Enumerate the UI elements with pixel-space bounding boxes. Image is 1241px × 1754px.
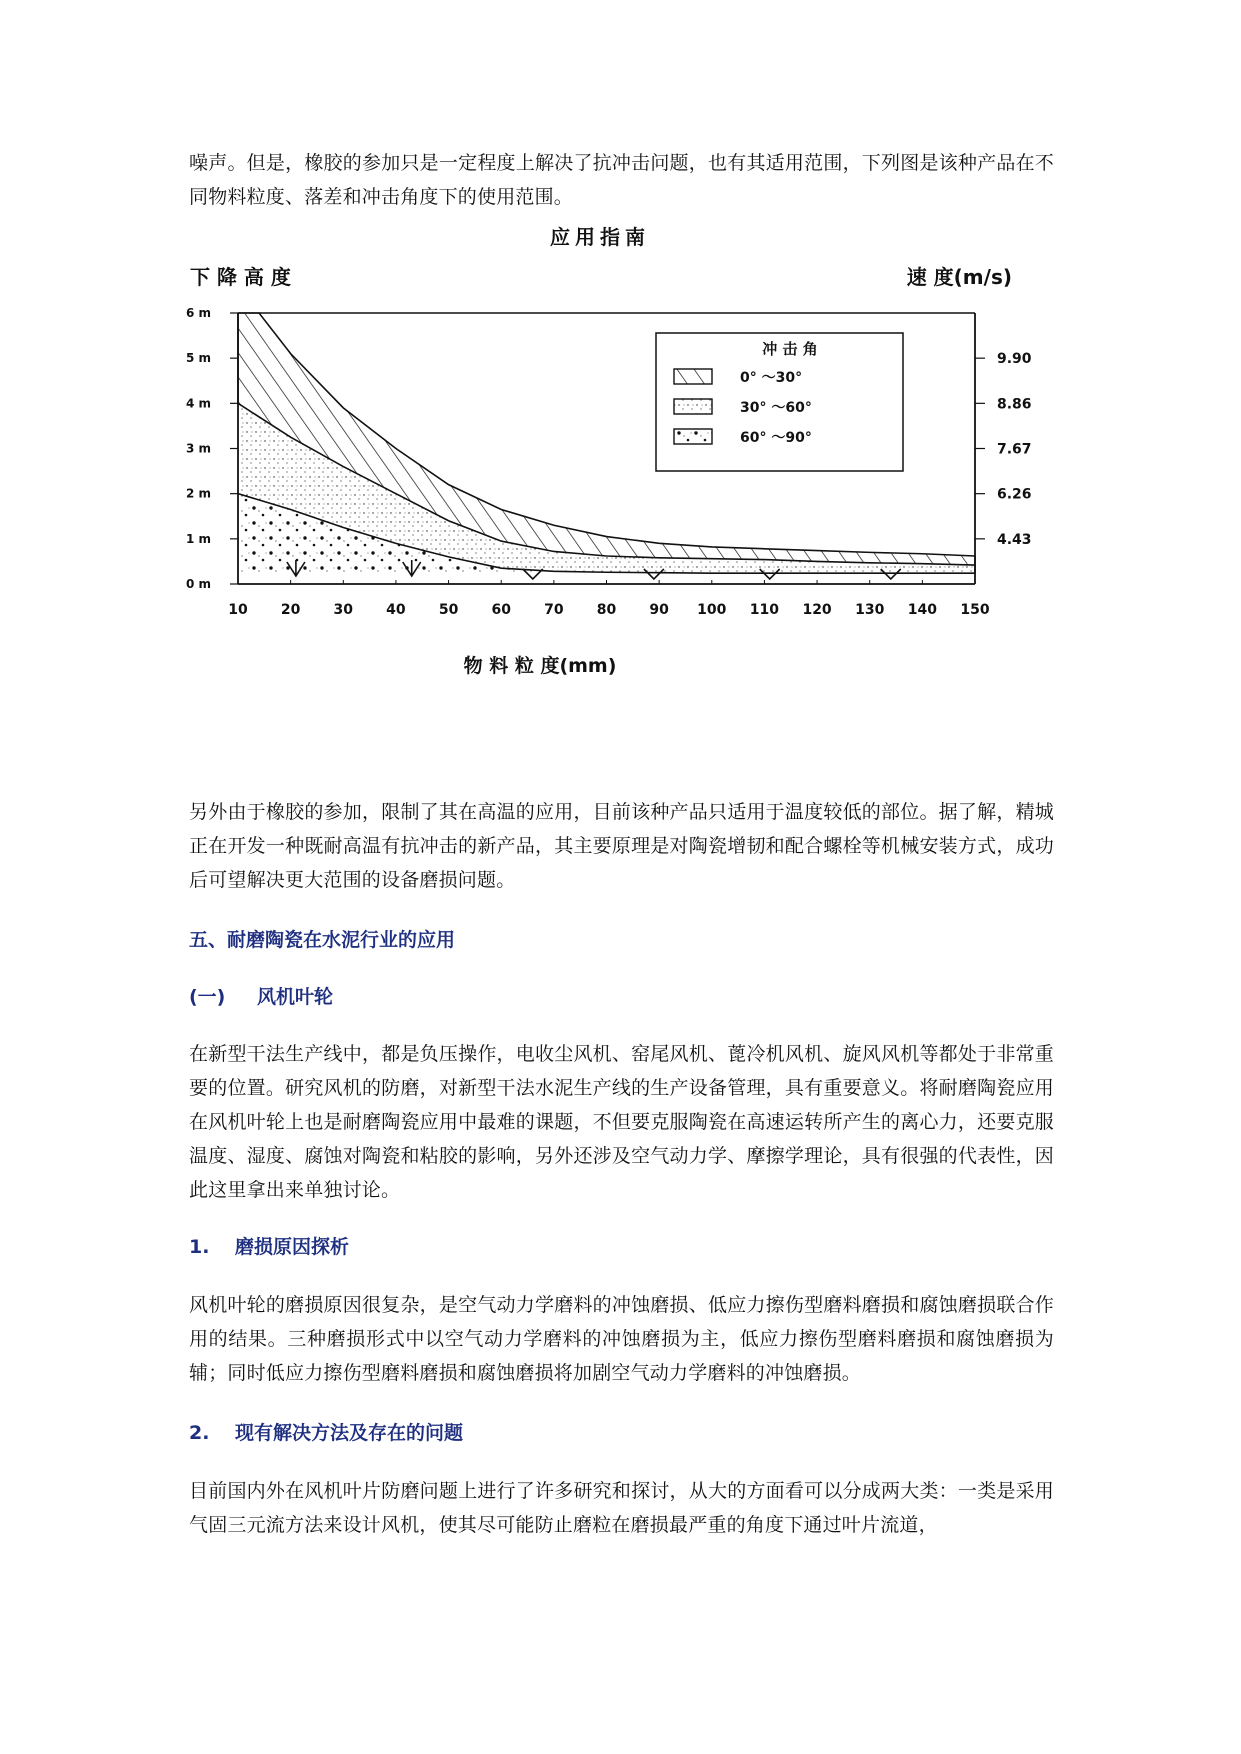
- paragraph-fan-impeller: 在新型干法生产线中，都是负压操作，电收尘风机、窑尾风机、蓖冷机风机、旋风风机等都处于非常重要的位置。研究风机的防磨，对新型干法水泥生产线的生产设备管理，具有重要意义。将耐磨陶瓷应用在风机叶轮上也是耐磨陶瓷应用中最难的课题，不但要克服陶瓷在高速运转所产生的离心力，还要克服温度、湿度、腐蚀对陶瓷和粘胶的影响，另外还涉及空气动力学、摩擦学理论，具有很强的代表性，因此这里拿出来单独讨论。: [189, 1043, 1054, 1201]
- x-tick-label-50: 50: [438, 602, 459, 618]
- paragraph-current-methods: 目前国内外在风机叶片防磨问题上进行了许多研究和探讨，从大的方面看可以分成两大类：一类是采用气固三元流方法来设计风机，使其尽可能防止磨粒在磨损最严重的角度下通过叶片流道，: [189, 1480, 1054, 1536]
- section-heading: [189, 925, 455, 952]
- right-tick-label-4: 9.90: [997, 351, 1032, 368]
- paragraph-wear-causes: 风机叶轮的磨损原因很复杂，是空气动力学磨料的冲蚀磨损、低应力擦伤型磨料磨损和腐蚀磨损联合作用的结果。三种磨损形式中以空气动力学磨料的冲蚀磨损为主，低应力擦伤型磨料磨损和腐蚀磨损为辅；同时低应力擦伤型磨料磨损和腐蚀磨损将加剧空气动力学磨料的冲蚀磨损。: [189, 1294, 1054, 1384]
- legend-swatch-1: [674, 399, 712, 414]
- x-tick-label-60: 60: [491, 602, 511, 618]
- legend-swatch-0: [674, 369, 712, 384]
- right-tick-labels: [975, 351, 1032, 548]
- left-tick-label-4: 4 m: [186, 396, 212, 411]
- legend-swatch-2: [674, 429, 712, 444]
- legend-label-0: 0° ～30°: [740, 370, 803, 386]
- x-tick-label-70: 70: [544, 602, 564, 618]
- right-tick-label-1: 6.26: [997, 486, 1032, 503]
- x-tick-label-110: 110: [749, 602, 780, 618]
- x-tick-labels: [228, 580, 990, 618]
- x-tick-label-20: 20: [280, 602, 301, 618]
- left-tick-labels: [186, 306, 238, 591]
- x-tick-label-100: 100: [697, 602, 727, 618]
- item-heading-2: [189, 1418, 463, 1445]
- item-title-2: 现有解决方法及存在的问题: [235, 1422, 464, 1444]
- x-tick-label-150: 150: [960, 602, 990, 618]
- x-tick-label-90: 90: [649, 602, 669, 618]
- right-tick-label-3: 8.86: [997, 396, 1032, 413]
- x-tick-label-10: 10: [228, 602, 248, 618]
- right-axis-label: 速 度(m/s): [906, 265, 1012, 289]
- subsection-number: (一): [189, 986, 226, 1008]
- legend-items: [674, 369, 812, 446]
- left-tick-label-6: 6 m: [186, 306, 212, 320]
- x-tick-label-30: 30: [333, 602, 354, 618]
- section-heading-text: 五、耐磨陶瓷在水泥行业的应用: [189, 929, 456, 951]
- x-axis-label: 物 料 粒 度(mm): [463, 655, 617, 677]
- legend-title: 冲 击 角: [762, 340, 818, 358]
- left-tick-label-0: 0 m: [186, 577, 212, 591]
- left-axis-label: 下 降 高 度: [190, 265, 291, 289]
- item-number-2: 2.: [189, 1422, 210, 1444]
- x-tick-label-80: 80: [596, 602, 617, 618]
- application-guide-chart: [186, 225, 1032, 690]
- x-tick-label-130: 130: [855, 602, 885, 618]
- legend-label-2: 60° ～90°: [740, 430, 812, 446]
- item-heading-1: [189, 1232, 349, 1259]
- left-tick-label-5: 5 m: [186, 351, 212, 366]
- left-tick-label-3: 3 m: [186, 441, 212, 456]
- x-tick-label-40: 40: [386, 602, 406, 618]
- left-tick-label-2: 2 m: [186, 486, 212, 501]
- x-tick-label-120: 120: [802, 602, 832, 618]
- legend-label-1: 30° ～60°: [740, 400, 812, 416]
- right-tick-label-2: 7.67: [997, 441, 1032, 458]
- item-number-1: 1.: [189, 1236, 210, 1258]
- right-tick-label-0: 4.43: [997, 531, 1032, 548]
- x-tick-label-140: 140: [907, 602, 937, 618]
- paragraph-intro: 噪声。但是，橡胶的参加只是一定程度上解决了抗冲击问题，也有其适用范围，下列图是该种产品在不同物料粒度、落差和冲击角度下的使用范围。: [189, 152, 1054, 208]
- paragraph-rubber-limit: 另外由于橡胶的参加，限制了其在高温的应用，目前该种产品只适用于温度较低的部位。据了解，精城正在开发一种既耐高温有抗冲击的新产品，其主要原理是对陶瓷增韧和配合螺栓等机械安装方式，成功后可望解决更大范围的设备磨损问题。: [189, 801, 1054, 891]
- item-title-1: 磨损原因探析: [235, 1236, 350, 1258]
- subsection-heading: [189, 982, 333, 1009]
- left-tick-label-1: 1 m: [186, 531, 212, 546]
- subsection-title: 风机叶轮: [257, 986, 334, 1008]
- chart-title: 应用指南: [550, 225, 650, 249]
